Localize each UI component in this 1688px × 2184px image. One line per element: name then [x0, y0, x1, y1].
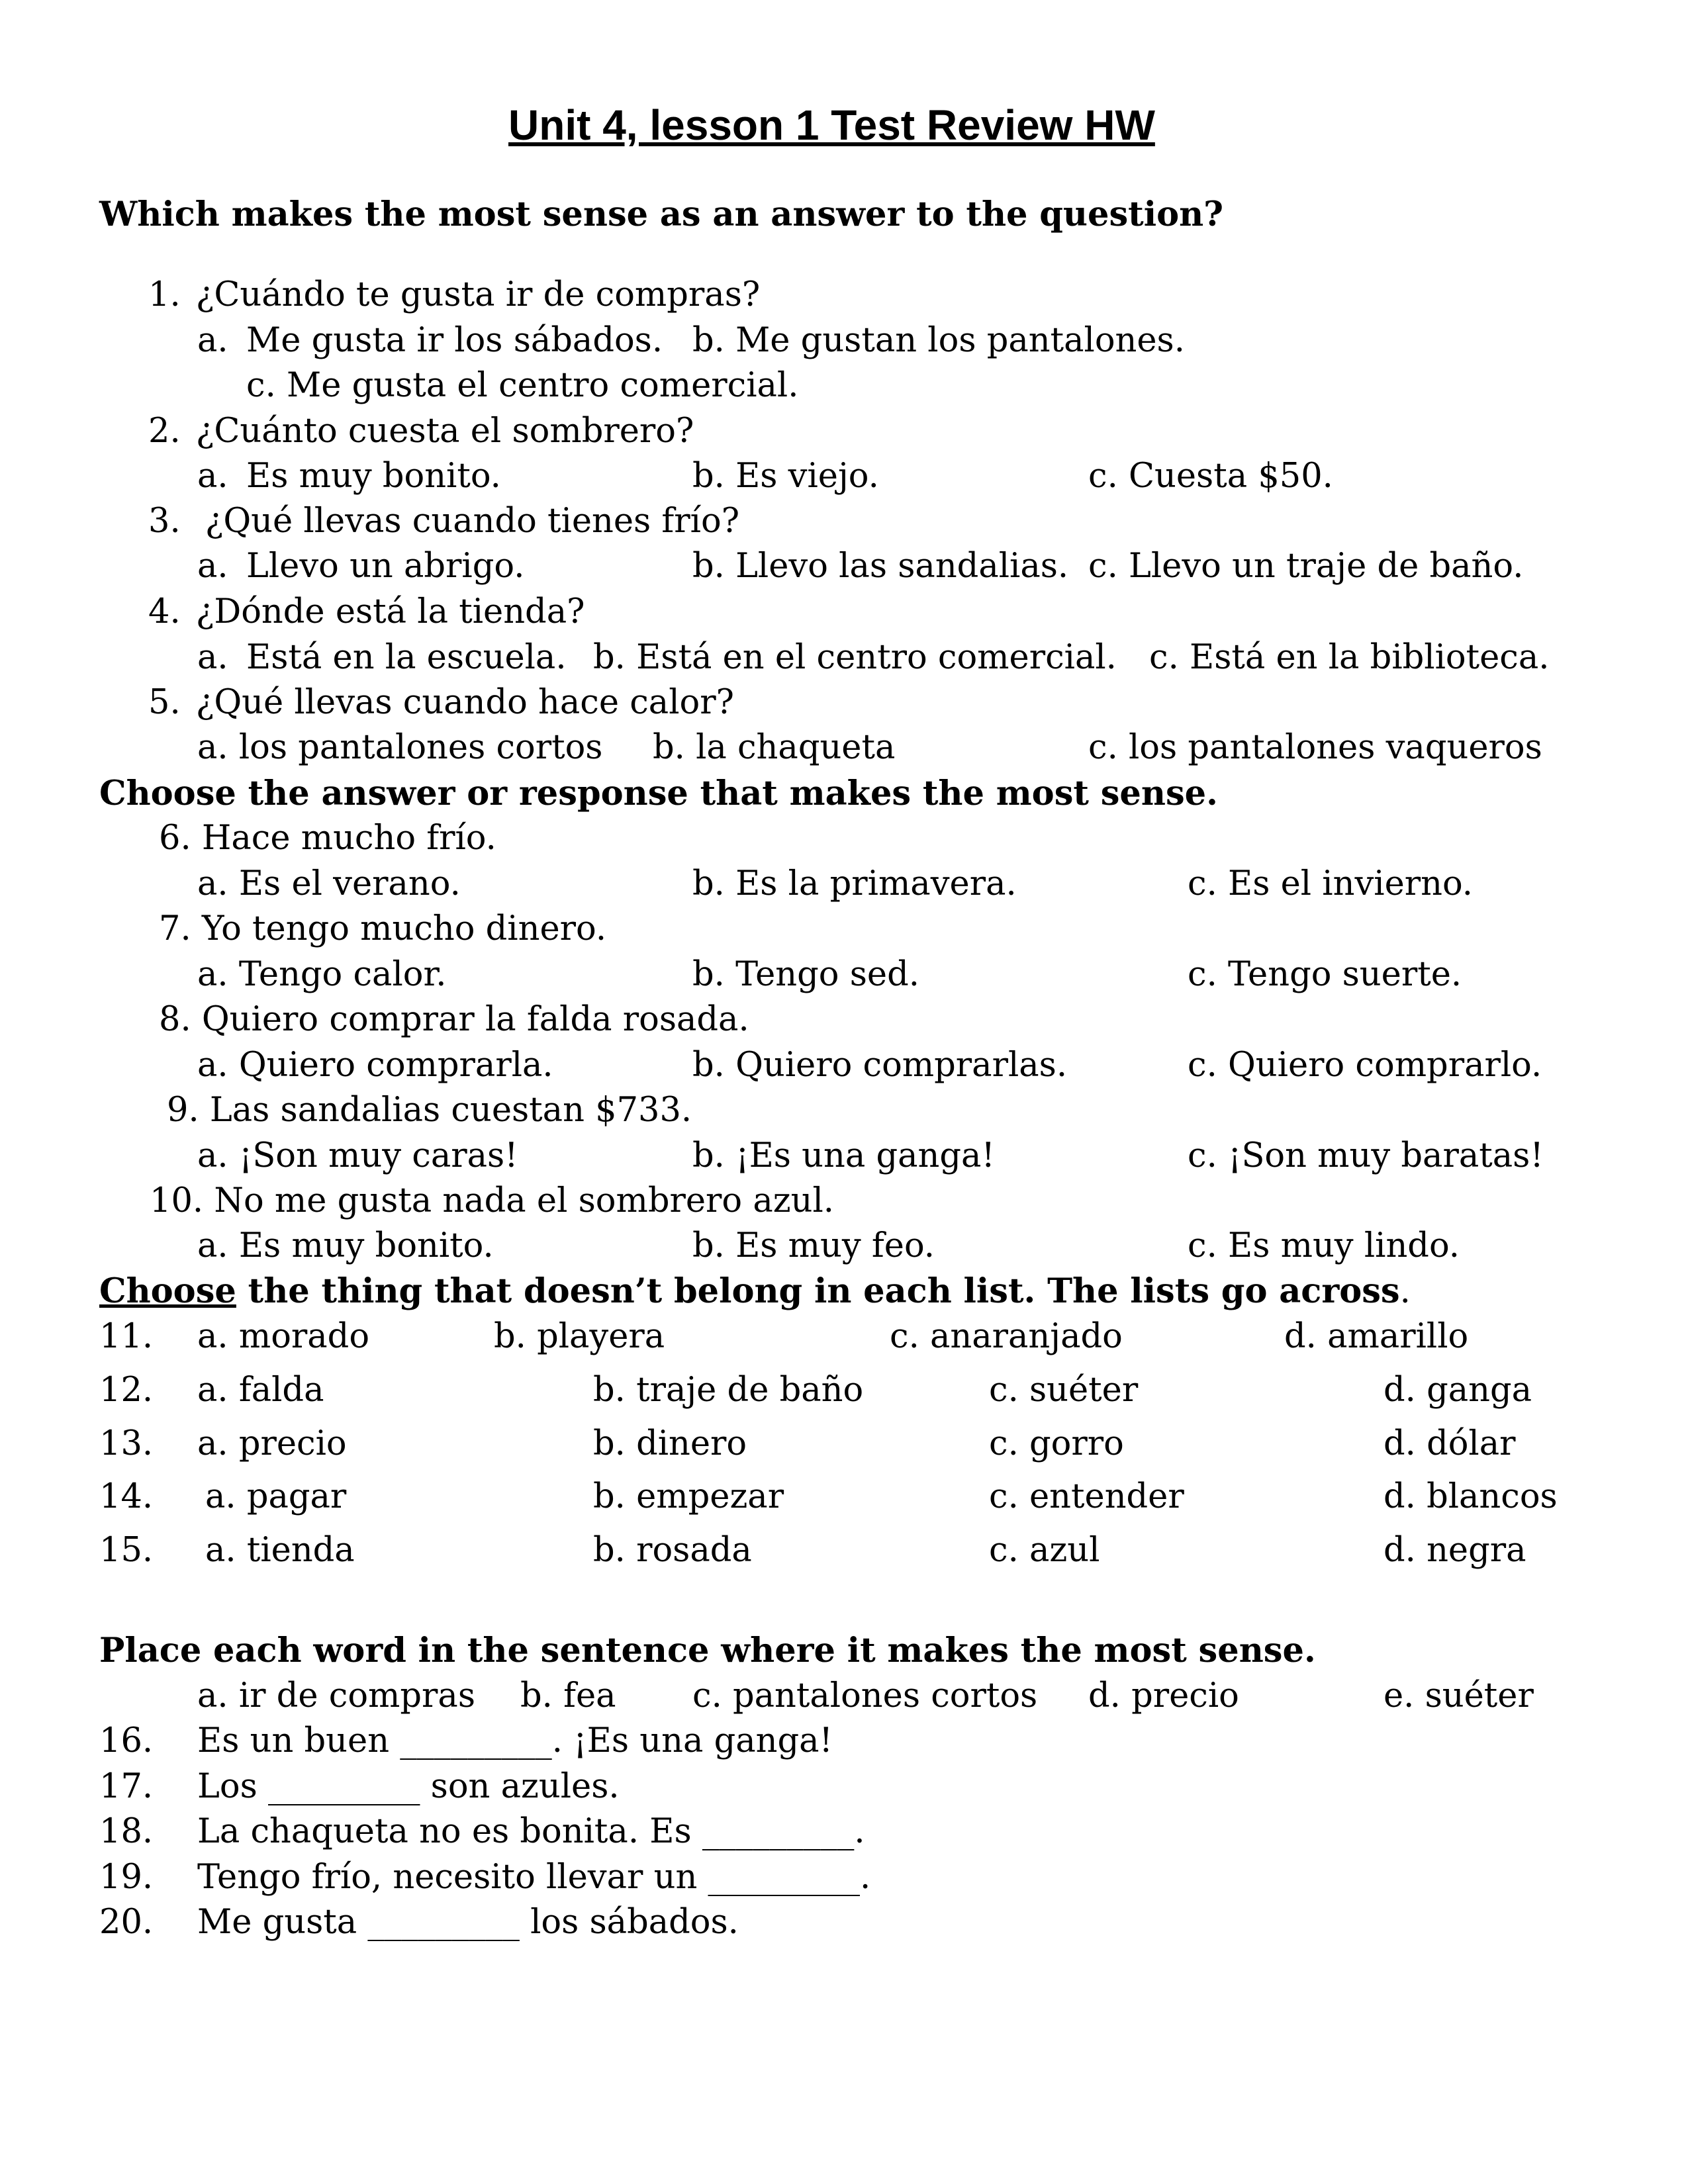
word-bank-c: c. pantalones cortos	[692, 1676, 1038, 1715]
section4-heading: Place each word in the sentence where it makes the most sense.	[99, 1631, 1316, 1670]
question-text: ¿Dónde está la tienda?	[196, 592, 585, 631]
sentence-number: 16.	[99, 1721, 154, 1760]
option-c: c. gorro	[989, 1424, 1124, 1463]
question-number: 5.	[148, 683, 181, 722]
option-b: b. Es la primavera.	[692, 864, 1017, 903]
question-text: ¿Qué llevas cuando tienes frío?	[205, 502, 740, 541]
option-c: c. Está en la biblioteca.	[1149, 638, 1550, 677]
option-b: b. ¡Es una ganga!	[692, 1136, 995, 1175]
question-number: 1.	[148, 275, 181, 314]
question-text: ¿Cuándo te gusta ir de compras?	[196, 275, 761, 314]
option-a: a. tienda	[205, 1531, 355, 1570]
option-d: d. ganga	[1383, 1371, 1532, 1410]
option-c: c. Tengo suerte.	[1188, 955, 1462, 994]
option-a: a. Es el verano.	[197, 864, 461, 903]
question-text: ¿Qué llevas cuando hace calor?	[196, 683, 734, 722]
sentence-text: Los _________ son azules.	[197, 1767, 620, 1806]
question-number: 4.	[148, 592, 181, 631]
option-c: c. los pantalones vaqueros	[1088, 728, 1542, 767]
sentence-text: La chaqueta no es bonita. Es _________.	[197, 1812, 865, 1851]
option-b: b. empezar	[593, 1477, 784, 1516]
word-bank-d: d. precio	[1088, 1676, 1239, 1715]
row-number: 12.	[99, 1371, 154, 1410]
option-a: Está en la escuela.	[246, 638, 567, 677]
option-b: b. la chaqueta	[653, 728, 896, 767]
word-bank-b: b. fea	[520, 1676, 616, 1715]
option-a: a. pagar	[205, 1477, 347, 1516]
option-c: c. Es el invierno.	[1188, 864, 1474, 903]
option-letter: a.	[197, 457, 228, 496]
option-a: a. precio	[197, 1424, 347, 1463]
row-number: 14.	[99, 1477, 154, 1516]
option-b: b. Llevo las sandalias.	[692, 547, 1069, 586]
option-c: c. Quiero comprarlo.	[1188, 1046, 1542, 1085]
question-text: 7. Yo tengo mucho dinero.	[159, 909, 607, 948]
sentence-text: Es un buen _________. ¡Es una ganga!	[197, 1721, 833, 1760]
question-number: 3.	[148, 502, 181, 541]
sentence-number: 19.	[99, 1858, 154, 1897]
section1-heading: Which makes the most sense as an answer to the question?	[99, 195, 1224, 234]
option-c: c. entender	[989, 1477, 1184, 1516]
option-b: b. Está en el centro comercial.	[593, 638, 1117, 677]
row-number: 11.	[99, 1317, 154, 1356]
word-bank-e: e. suéter	[1383, 1676, 1534, 1715]
option-c: c. Me gusta el centro comercial.	[246, 366, 799, 405]
question-text: ¿Cuánto cuesta el sombrero?	[196, 412, 694, 451]
option-a: a. los pantalones cortos	[197, 728, 603, 767]
question-number: 2.	[148, 412, 181, 451]
option-d: d. dólar	[1383, 1424, 1516, 1463]
sentence-number: 18.	[99, 1812, 154, 1851]
option-a: a. falda	[197, 1371, 324, 1410]
option-b: b. Es viejo.	[692, 457, 879, 496]
option-a: a. ¡Son muy caras!	[197, 1136, 518, 1175]
section2-heading: Choose the answer or response that makes the most sense.	[99, 774, 1218, 813]
option-c: c. Cuesta $50.	[1088, 457, 1333, 496]
sentence-text: Me gusta _________ los sábados.	[197, 1903, 739, 1942]
option-a: Es muy bonito.	[246, 457, 501, 496]
option-letter: a.	[197, 321, 228, 360]
row-number: 13.	[99, 1424, 154, 1463]
option-letter: a.	[197, 547, 228, 586]
option-b: b. dinero	[593, 1424, 747, 1463]
option-b: b. Quiero comprarlas.	[692, 1046, 1068, 1085]
option-a: a. morado	[197, 1317, 370, 1356]
heading-rest: the thing that doesn’t belong in each list. The lists go across	[236, 1271, 1400, 1311]
option-d: d. negra	[1383, 1531, 1526, 1570]
page-title: Unit 4, lesson 1 Test Review HW	[508, 101, 1155, 149]
option-c: c. Llevo un traje de baño.	[1088, 547, 1524, 586]
sentence-number: 20.	[99, 1903, 154, 1942]
option-a: a. Es muy bonito.	[197, 1226, 494, 1265]
question-text: 8. Quiero comprar la falda rosada.	[159, 1000, 749, 1039]
option-b: b. Me gustan los pantalones.	[692, 321, 1185, 360]
question-text: 10. No me gusta nada el sombrero azul.	[150, 1181, 834, 1220]
option-c: c. ¡Son muy baratas!	[1188, 1136, 1544, 1175]
option-c: c. azul	[989, 1531, 1100, 1570]
option-b: b. Tengo sed.	[692, 955, 919, 994]
option-b: b. traje de baño	[593, 1371, 864, 1410]
option-b: b. rosada	[593, 1531, 752, 1570]
word-bank-a: a. ir de compras	[197, 1676, 476, 1715]
option-c: c. anaranjado	[890, 1317, 1123, 1356]
question-text: 6. Hace mucho frío.	[159, 819, 496, 858]
option-c: c. Es muy lindo.	[1188, 1226, 1460, 1265]
option-d: d. amarillo	[1284, 1317, 1469, 1356]
question-text: 9. Las sandalias cuestan $733.	[167, 1091, 692, 1130]
option-letter: a.	[197, 638, 228, 677]
option-a: Llevo un abrigo.	[246, 547, 525, 586]
option-a: Me gusta ir los sábados.	[246, 321, 663, 360]
heading-underlined-word: Choose	[99, 1271, 236, 1311]
option-c: c. suéter	[989, 1371, 1139, 1410]
row-number: 15.	[99, 1531, 154, 1570]
section3-heading	[99, 1271, 1411, 1311]
sentence-number: 17.	[99, 1767, 154, 1806]
option-d: d. blancos	[1383, 1477, 1558, 1516]
option-a: a. Tengo calor.	[197, 955, 447, 994]
option-b: b. playera	[494, 1317, 665, 1356]
option-b: b. Es muy feo.	[692, 1226, 935, 1265]
option-a: a. Quiero comprarla.	[197, 1046, 553, 1085]
sentence-text: Tengo frío, necesito llevar un _________.	[197, 1858, 871, 1897]
heading-period: .	[1399, 1272, 1411, 1311]
